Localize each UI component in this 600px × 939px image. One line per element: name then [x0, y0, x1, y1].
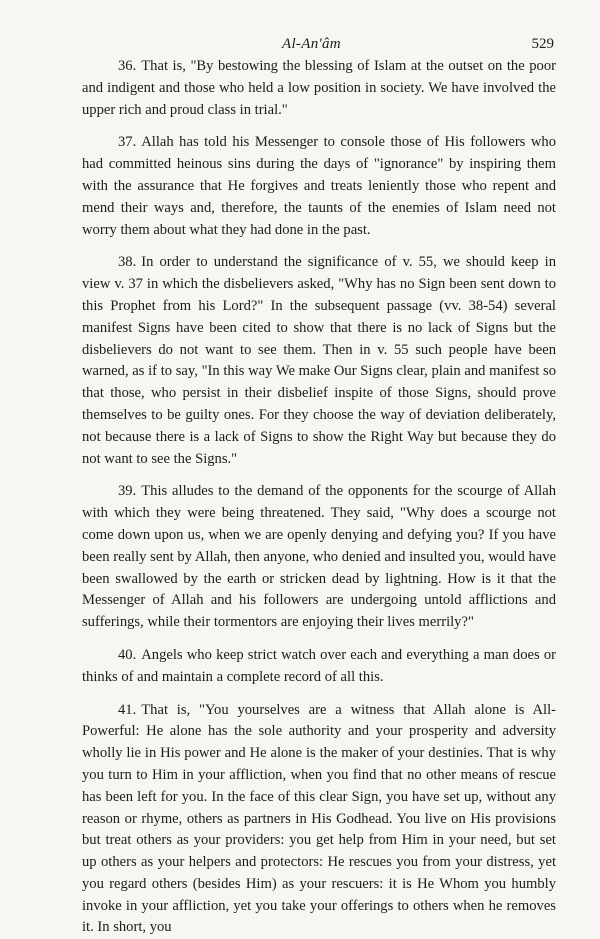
- note-38: [82, 252, 556, 470]
- note-40: [82, 645, 556, 689]
- note-number: 39.: [118, 483, 137, 500]
- note-39: [82, 481, 556, 634]
- note-text: That is, "You yourselves are a witness that Allah alone is All-Powerful: He alone has the sole authority and your prosperity and adversity wholly lie in His power and He alone is the maker of your destinies. That is why you turn to Him in your affliction, when you find that no other means of rescue has been left for you. In the face of this clear Sign, you have set up, without any reason or rhyme, others as partners in His Godhead. You live on His provisions but treat others as your providers: you get help from Him in your need, but set up others as your helpers and protectors: He rescues you from your distress, yet you regard others (besides Him) as your rescuers: it is He Whom you humbly invoke in your affliction, yet you take your offerings to others when he removes it. In short, you: [82, 701, 556, 936]
- note-number: 40.: [118, 646, 137, 663]
- note-number: 37.: [118, 134, 137, 151]
- page-header: [82, 30, 556, 56]
- note-number: 41.: [118, 701, 137, 718]
- note-41: [82, 700, 556, 939]
- note-text: Allah has told his Messenger to console those of His followers who had committed heinous sins during the days of "ignorance" by inspiring them with the assurance that He forgives and treats leniently those who repent and mend their ways and, therefore, the taunts of the enemies of Islam need not worry them about what they had done in the past.: [82, 134, 556, 238]
- notes-body: [82, 56, 556, 939]
- note-text: This alludes to the demand of the opponents for the scourge of Allah with which they were being threatened. They said, "Why does a scourge not come down upon us, when we are openly denying and defying you? If you have been really sent by Allah, then anyone, who denied and insulted you, would have been swallowed by the earth or stricken dead by lightning. How is it that the Messenger of Allah and his followers are undergoing untold afflictions and sufferings, while their tormentors are enjoying their lives merrily?": [82, 483, 556, 631]
- running-title: Al-An'âm: [282, 36, 341, 52]
- note-number: 38.: [118, 254, 137, 271]
- note-text: Angels who keep strict watch over each and everything a man does or thinks of and maintain a complete record of all this.: [82, 646, 556, 685]
- page-number: 529: [531, 36, 554, 52]
- note-text: In order to understand the significance of v. 55, we should keep in view v. 37 in which the disbelievers asked, "Why has no Sign been sent down to this Prophet from his Lord?" In the subsequent passage (vv. 38-54) several manifest Signs have been cited to show that there is no lack of Signs but the disbelievers do not want to see them. Then in v. 55 such people have been warned, as if to say, "In this way We make Our Signs clear, plain and manifest so that those, who persist in their disbelief inspite of those Signs, should prove themselves to be guilty ones. For they choose the way of deviation deliberately, not because there is a lack of Signs to show the Right Way but because they do not want to see the Signs.": [82, 254, 556, 467]
- note-36: [82, 56, 556, 121]
- note-37: [82, 132, 556, 241]
- note-text: That is, "By bestowing the blessing of Islam at the outset on the poor and indigent and those who held a low position in society. We have involved the upper rich and proud class in trial.": [82, 58, 556, 118]
- note-number: 36.: [118, 58, 137, 74]
